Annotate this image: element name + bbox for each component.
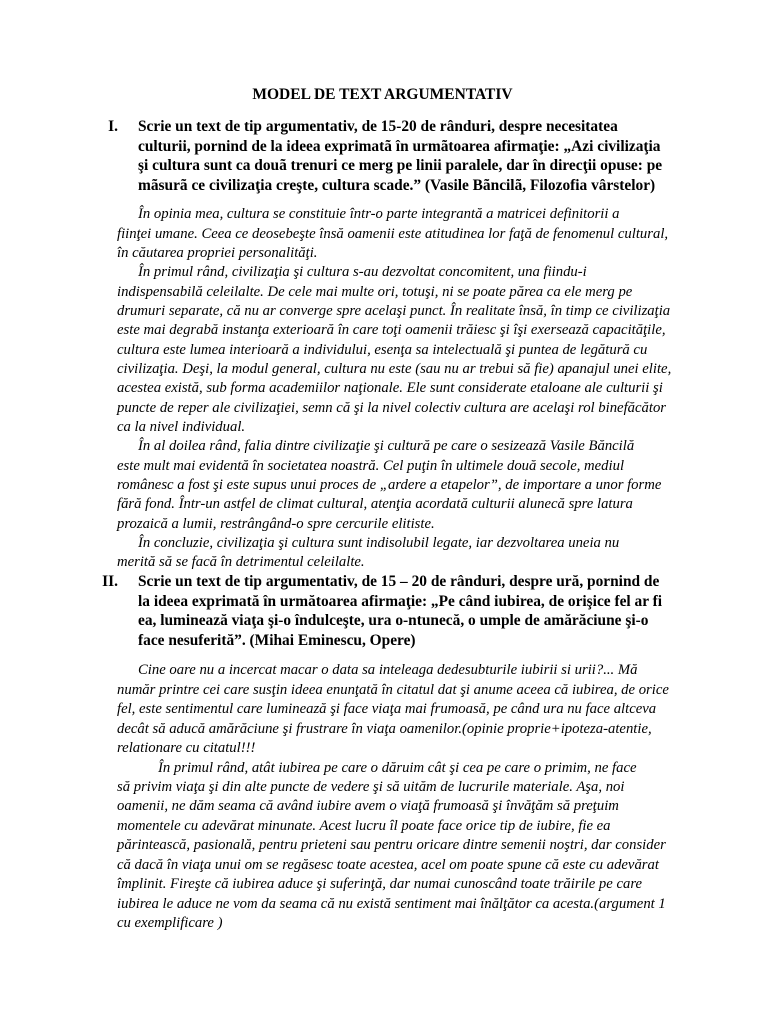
prompt-line: şi cultura sunt ca douã trenuri ce merg pe linii paralele, dar în direcţii opuse: pe [138,157,663,174]
paragraph-line: ca la nivel individual. [117,419,246,436]
prompt-line: Scrie un text de tip argumentativ, de 15-20 de rânduri, despre necesitatea [138,118,618,135]
essay-paragraph [117,534,671,573]
prompt-line: la ideea exprimată în următoarea afirmaţie: „Pe când iubirea, de orişice fel ar fi [138,592,663,610]
paragraph-line: este mult mai evidentă în societatea noastră. Cel puţin în ultimele două secole, mediul [117,457,625,474]
essay-body-2 [117,661,669,933]
paragraph-line: puncte de reper ale civilizaţiei, semn că şi la nivel colectiv cultura are acelaşi rol binefăcător [117,399,667,416]
paragraph-line: fiinţei umane. Ceea ce deosebeşte însă oamenii este atitudinea lor faţă de fenomenul cultural, [117,225,669,242]
prompt-line: Scrie un text de tip argumentativ, de 15 – 20 de rânduri, despre ură, pornind de [138,573,660,590]
prompt-line: culturii, pornind de la ideea exprimatã în urmãtoarea afirmaţie: „Azi civilizaţia [138,137,661,155]
prompt-text [138,117,662,195]
paragraph-line: iubirea le aduce ne vom da seama că nu există sentiment mai înălţător ca acesta.(argument 1 [117,895,666,912]
paragraph-line: În al doilea rând, falia dintre civilizaţie şi cultură pe care o sesizează Vasile Băncilă [138,438,635,455]
prompt-text [138,572,662,650]
paragraph-line: oamenii, ne dăm seama că având iubire avem o viaţă frumoasă şi învăţăm să preţuim [117,798,619,815]
paragraph-line: În opinia mea, cultura se constituie într-o parte integrantă a matricei definitorii a [138,206,620,223]
paragraph-line: În primul rând, atât iubirea pe care o dăruim cât şi cea pe care o primim, ne face [158,759,637,776]
paragraph-line: este mai degrabă instanţa exterioară în care toţi oamenii trăiesc şi îşi exersează capacităţile, [117,322,666,339]
section-numeral: II. [102,573,118,590]
paragraph-line: prozaică a lumii, restrângând-o spre cercurile elitiste. [117,515,435,532]
paragraph-line: merită să se facă în detrimentul celeilalte. [117,554,365,571]
prompt-line: ea, luminează viaţa şi-o îndulceşte, ura o-ntunecă, o umple de amărăciune şi-o [138,612,649,629]
essay-paragraph [117,205,671,263]
essay-body-1 [117,205,671,573]
paragraph-line: părintească, pasională, pentru prieteni sau pentru oricare dintre semenii noştri, dar consider [117,837,666,854]
paragraph-line: civilizaţia. Deşi, la modul general, cultura nu este (sau nu ar trebui să fie) apanajul unei elite, [117,361,672,378]
paragraph-line: cultura este lumea interioară a individului, esenţa sa intelectuală şi puntea de legătură cu [117,341,648,358]
essay-paragraph [117,661,669,758]
paragraph-line: În primul rând, civilizaţia şi cultura s-au dezvoltat concomitent, una fiindu-i [138,264,587,281]
paragraph-line: decât să aducă amărăciune şi frustrare în viaţa oamenilor.(opinie proprie+ipoteza-atentie, [117,720,652,737]
paragraph-line: fel, este sentimentul care luminează şi face viaţa mai frumoasă, pe când ura nu face altceva [117,701,657,718]
paragraph-line: împlinit. Fireşte că iubirea aduce şi suferinţă, dar numai cunoscând toate trăirile pe care [117,876,643,893]
paragraph-line: că dacă în viaţa unui om se regăsesc toate acestea, acel om poate spune că este cu adevărat [117,856,659,873]
paragraph-line: relationare cu citatul!!! [117,740,256,757]
paragraph-line: să privim viaţa şi din alte puncte de vedere şi să uităm de lucrurile materiale. Aşa, noi [117,779,625,796]
paragraph-line: românesc a fost şi este supus unui proces de „ardere a etapelor”, de importare a unor forme [117,477,662,494]
paragraph-line: drumuri separate, că nu ar converge spre acelaşi punct. În realitate însă, în timp ce civilizaţia [117,303,671,320]
essay-paragraph [117,437,671,534]
essay-paragraph [117,759,669,934]
paragraph-line: cu exemplificare ) [117,915,223,932]
essay-paragraph [117,263,671,437]
paragraph-line: momentele cu adevărat minunate. Acest lucru îl poate face orice tip de iubire, fie ea [117,817,611,834]
paragraph-line: număr printre cei care susţin ideea enunţată în citatul dat şi anume aceea că iubirea, de orice [117,681,669,698]
paragraph-line: fără fond. Într-un astfel de climat cultural, atenţia acordată culturii alunecă spre latura [117,496,633,513]
paragraph-line: acestea există, sub forma academiilor naţionale. Ele sunt considerate etaloane ale culturii şi [117,380,663,397]
section-numeral: I. [108,118,118,135]
document-title: MODEL DE TEXT ARGUMENTATIV [252,86,513,103]
paragraph-line: Cine oare nu a incercat macar o data sa inteleaga dedesubturile iubirii si urii?... Mă [138,662,638,679]
paragraph-line: în căutarea propriei personalităţi. [117,244,318,261]
paragraph-line: indispensabilă celeilalte. De cele mai multe ori, totuşi, ni se poate părea ca ele merg pe [117,283,633,300]
prompt-line: face nesuferită”. (Mihai Eminescu, Opere) [138,631,416,649]
paragraph-line: În concluzie, civilizaţia şi cultura sunt indisolubil legate, iar dezvoltarea uneia nu [138,535,620,552]
prompt-line: mãsurã ce civilizaţia creşte, cultura scade.” (Vasile Bãncilã, Filozofia vârstelor) [138,176,656,194]
